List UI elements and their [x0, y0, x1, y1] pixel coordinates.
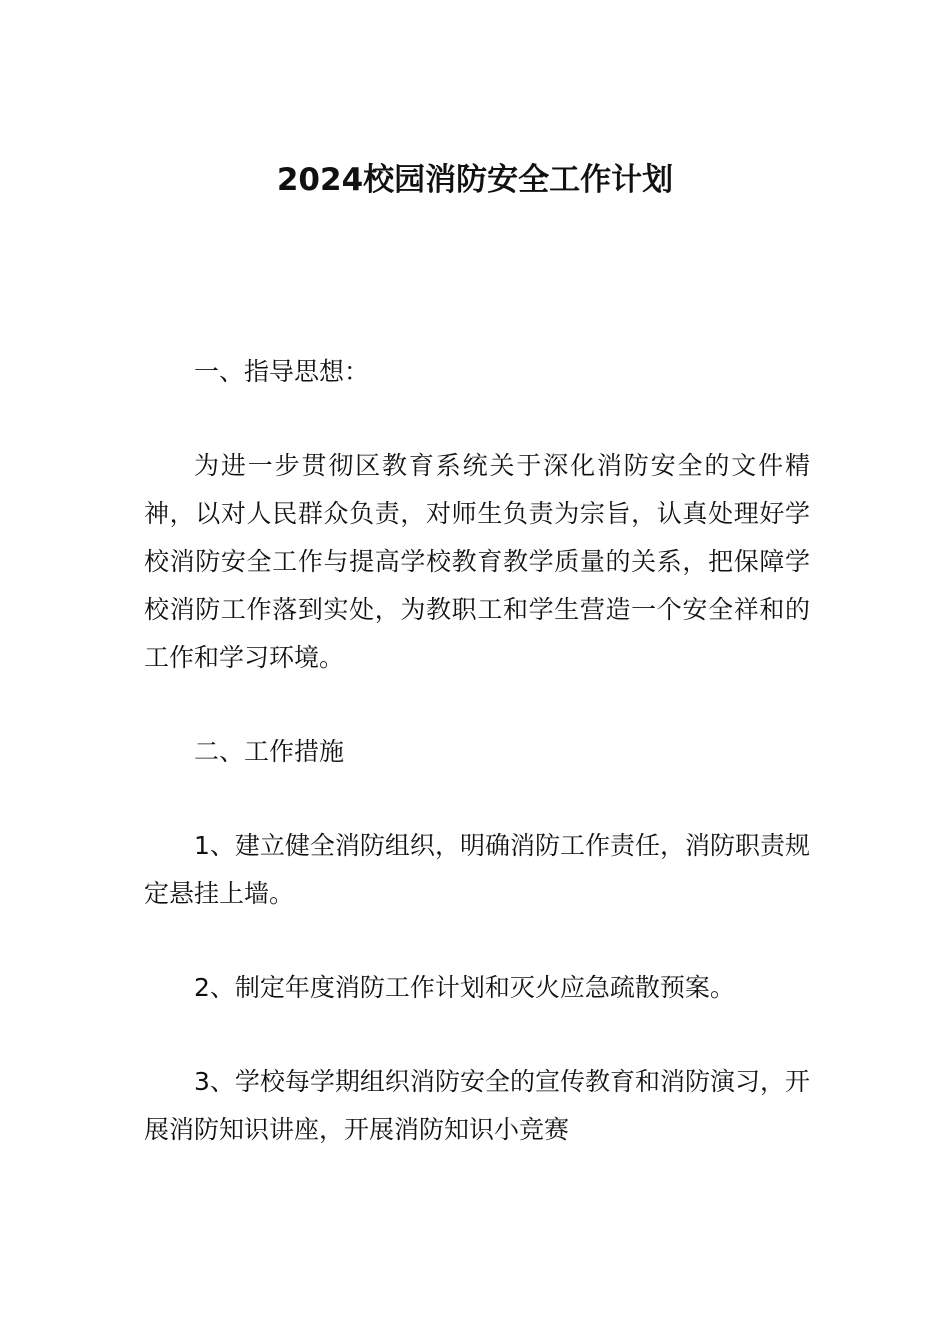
section-heading-work-measures: 二、工作措施 — [194, 737, 345, 766]
paragraph-spacer — [144, 682, 810, 728]
guiding-ideology-paragraph: 为进一步贯彻区教育系统关于深化消防安全的文件精神，以对人民群众负责，对师生负责为宗旨，认真处理好学校消防安全工作与提高学校教育教学质量的关系，把保障学校消防工作落到实处，为教职工和学生营造一个安全祥和的工作和学习环境。 — [144, 451, 810, 672]
measure-item-2: 2、制定年度消防工作计划和灭火应急疏散预案。 — [194, 973, 735, 1002]
measure-item-3: 3、学校每学期组织消防安全的宣传教育和消防演习，开展消防知识讲座，开展消防知识小竞赛 — [144, 1067, 810, 1144]
measure-item-1: 1、建立健全消防组织，明确消防工作责任，消防职责规定悬挂上墙。 — [144, 831, 810, 908]
document-title: 2024校园消防安全工作计划 — [276, 162, 674, 198]
document-body — [144, 348, 810, 1154]
paragraph-spacer — [144, 1012, 810, 1058]
paragraph-spacer — [144, 396, 810, 442]
section-heading-guiding-ideology: 一、指导思想： — [194, 357, 370, 386]
paragraph-spacer — [144, 918, 810, 964]
paragraph-spacer — [144, 776, 810, 822]
